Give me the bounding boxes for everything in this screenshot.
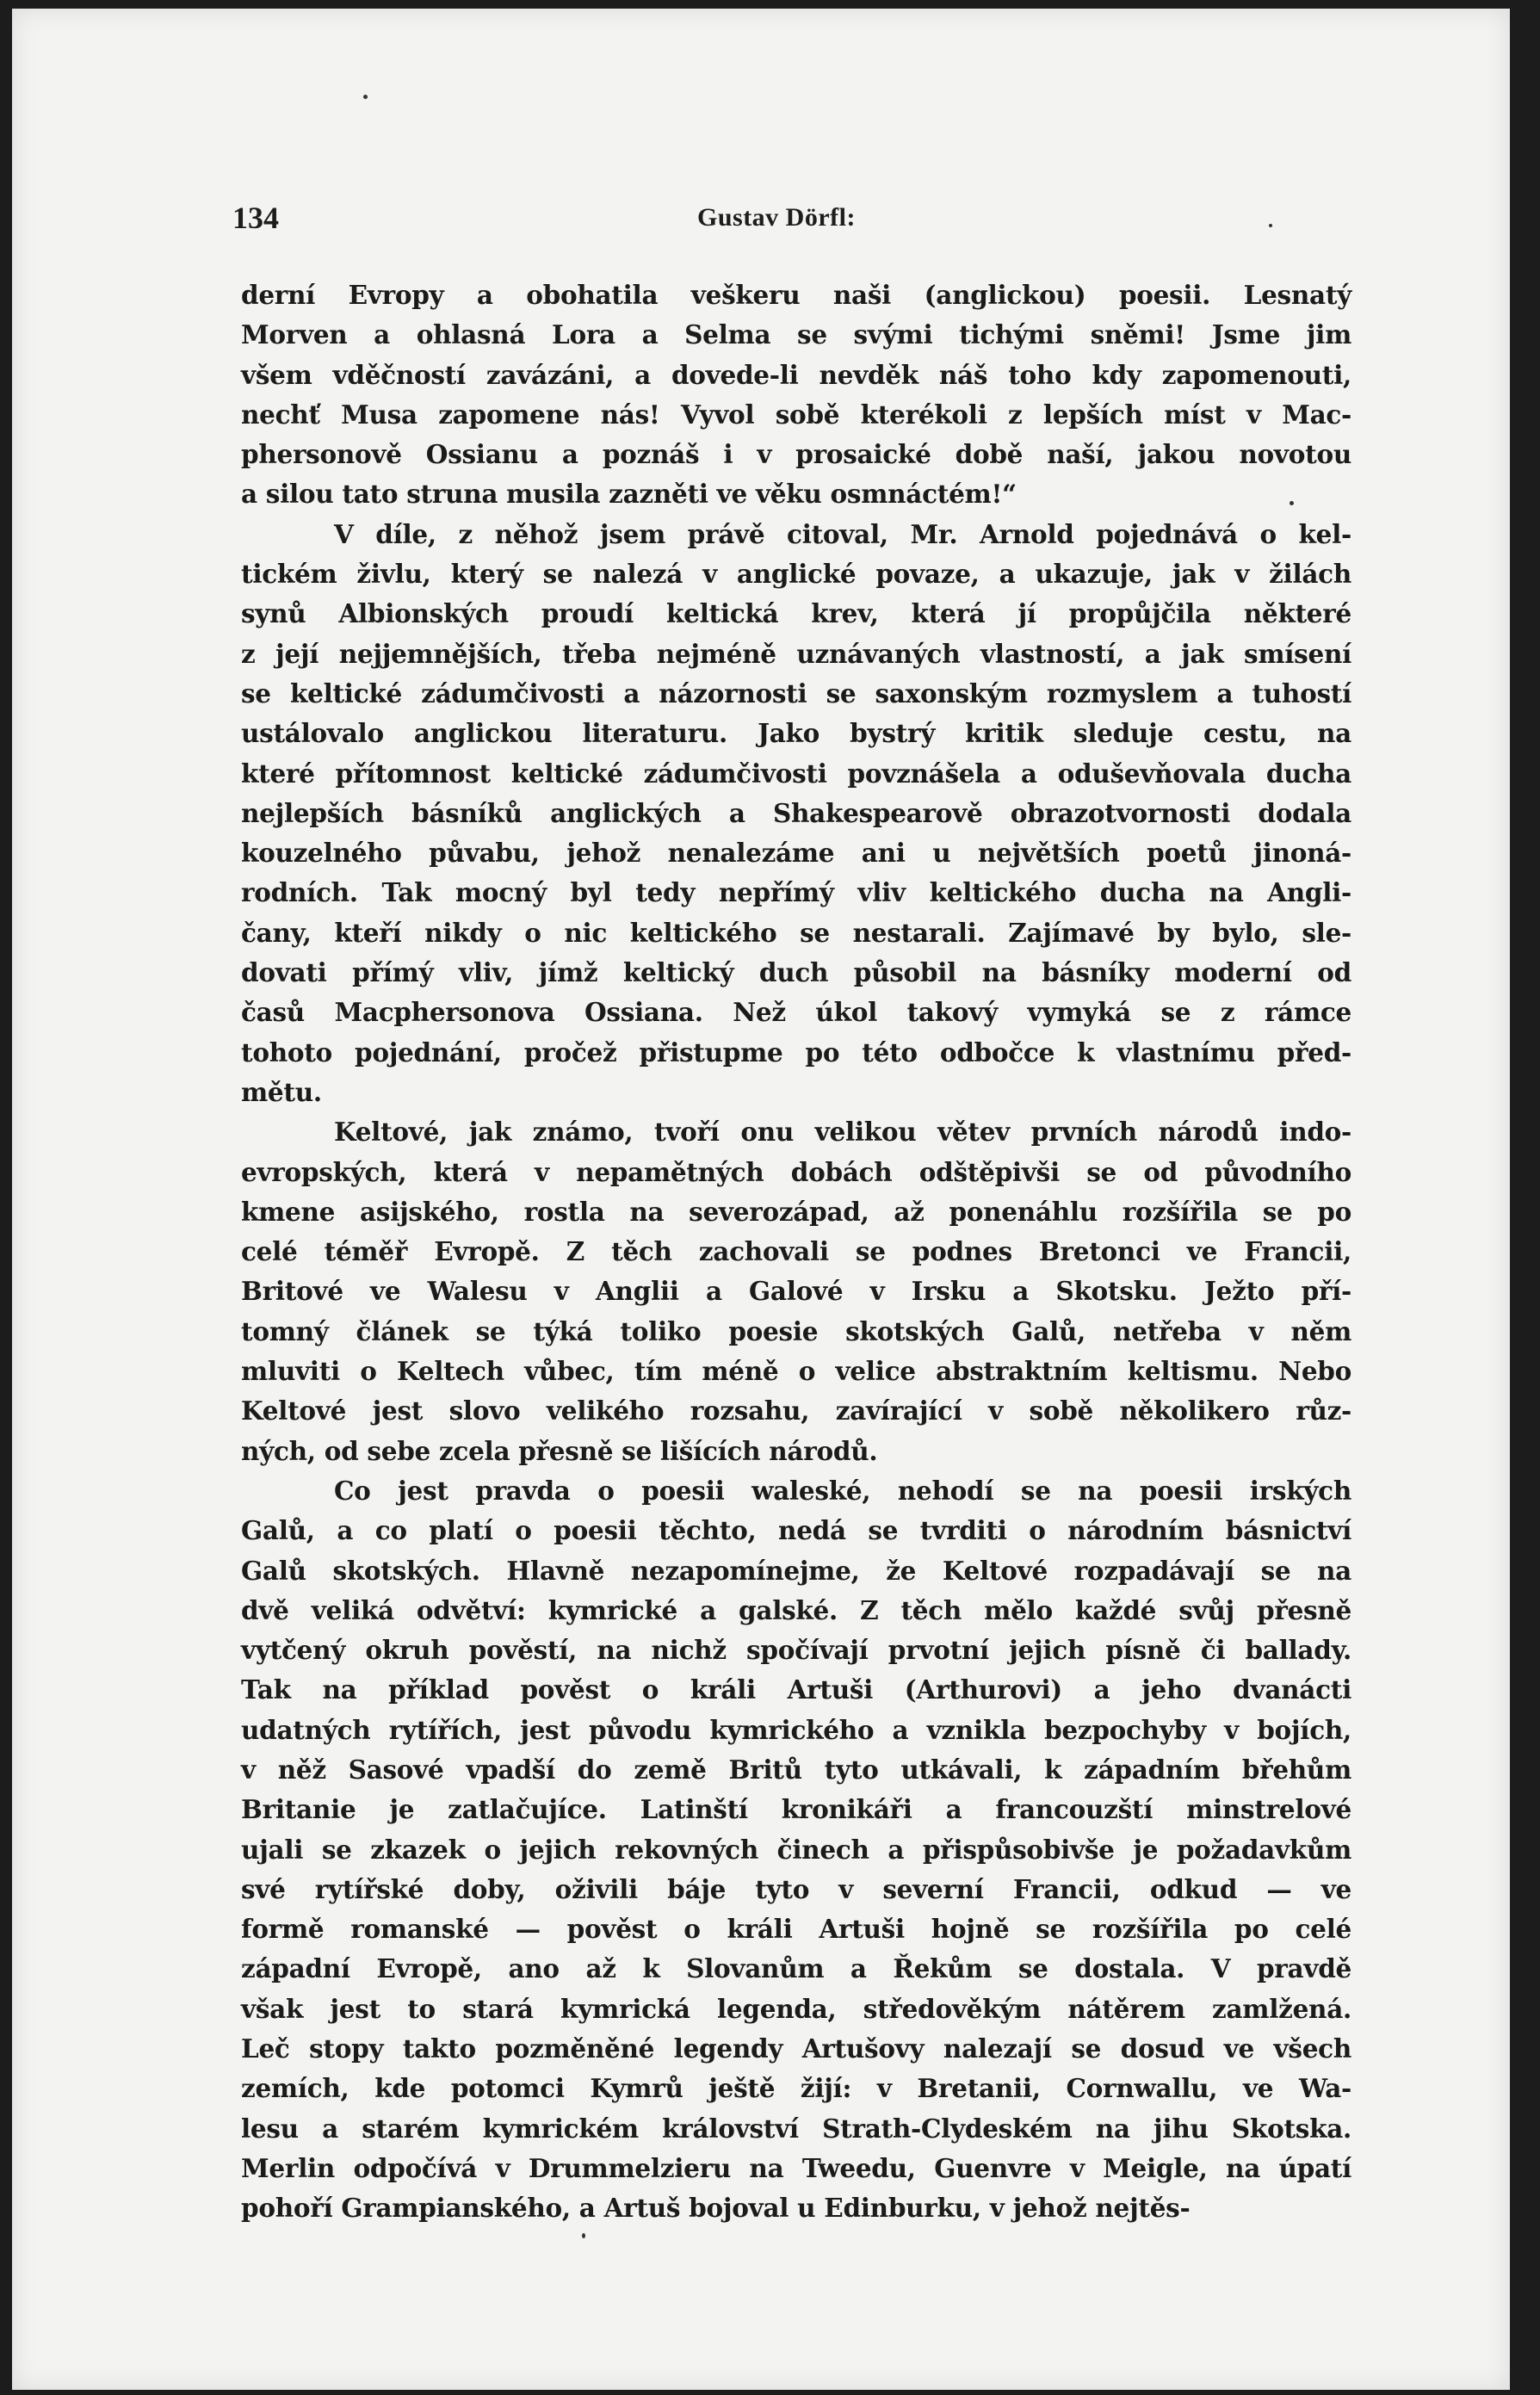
text-line: ustálovalo anglickou literaturu. Jako bystrý kritik sleduje cestu, na	[241, 718, 1351, 749]
text-line: dvě veliká odvětví: kymrické a galské. Z těch mělo každé svůj přesně	[241, 1594, 1351, 1625]
text-line: dovati přímý vliv, jímž keltický duch působil na básníky moderní od	[241, 957, 1351, 988]
paragraph	[241, 1471, 1351, 2229]
text-line: V díle, z něhož jsem právě citoval, Mr. Arnold pojednává o kel-	[334, 518, 1351, 549]
text-line: však jest to stará kymrická legenda, středověkým nátěrem zamlžená.	[241, 1993, 1351, 2024]
text-line: udatných rytířích, jest původu kymrického a vznikla bezpochyby v bojích,	[241, 1714, 1351, 1745]
text-line: Tak na příklad pověst o králi Artuši (Arthurovi) a jeho dvanácti	[241, 1674, 1351, 1705]
text-line: mluviti o Keltech vůbec, tím méně o velice abstraktním keltismu. Nebo	[241, 1356, 1351, 1387]
text-line: nejlepších básníků anglických a Shakespearově obrazotvornosti dodala	[241, 797, 1351, 828]
text-line: západní Evropě, ano až k Slovanům a Řekům se dostala. V pravdě	[241, 1953, 1351, 1984]
text-line: synů Albionských proudí keltická krev, která jí propůjčila některé	[241, 598, 1351, 629]
page-number: 134	[232, 201, 279, 235]
text-line: Galů, a co platí o poesii těchto, nedá se tvrditi o národním básnictví	[241, 1515, 1351, 1546]
text-line: se keltické zádumčivosti a názornosti se saxonským rozmyslem a tuhostí	[241, 678, 1351, 709]
text-line: formě romanské — pověst o králi Artuši hojně se rozšířila po celé	[241, 1914, 1351, 1945]
running-title: Gustav Dörfl:	[697, 203, 856, 232]
text-line: z její nejjemnějších, třeba nejméně uznávaných vlastností, a jak smísení	[241, 638, 1351, 669]
text-line: Merlin odpočívá v Drummelzieru na Tweedu, Guenvre v Meigle, na úpatí	[241, 2152, 1351, 2183]
text-line: Keltové, jak známo, tvoří onu velikou větev prvních národů indo-	[334, 1117, 1351, 1148]
text-line: lesu a starém kymrickém království Strath-Clydeském na jihu Skotska.	[241, 2113, 1351, 2144]
text-line: pohoří Grampianského, a Artuš bojoval u Edinburku, v jehož nejtěs-	[241, 2193, 1191, 2224]
text-line: vytčený okruh pověstí, na nichž spočívají prvotní jejich písně či ballady.	[241, 1635, 1351, 1666]
text-line: tomný článek se týká toliko poesie skotských Galů, netřeba v něm	[241, 1315, 1351, 1346]
text-line: Morven a ohlasná Lora a Selma se svými tichými sněmi! Jsme jim	[241, 319, 1351, 350]
text-line: tickém živlu, který se nalezá v anglické povaze, a ukazuje, jak v žilách	[241, 559, 1351, 590]
text-line: své rytířské doby, oživili báje tyto v severní Francii, odkud — ve	[241, 1873, 1351, 1904]
dust-speck	[582, 2233, 585, 2238]
text-line: derní Evropy a obohatila veškeru naši (anglickou) poesii. Lesnatý	[241, 280, 1351, 310]
dust-speck	[1269, 224, 1272, 227]
text-line: Galů skotských. Hlavně nezapomínejme, že Keltové rozpadávají se na	[241, 1555, 1351, 1586]
text-line: časů Macphersonova Ossiana. Než úkol takový vymyká se z rámce	[241, 997, 1351, 1028]
text-line: čany, kteří nikdy o nic keltického se nestarali. Zajímavé by bylo, sle-	[241, 917, 1351, 948]
text-line: které přítomnost keltické zádumčivosti povznášela a oduševňovala ducha	[241, 758, 1351, 789]
text-line: mětu.	[241, 1076, 322, 1107]
text-line: Leč stopy takto pozměněné legendy Artušovy nalezají se dosud ve všech	[241, 2033, 1351, 2064]
text-line: a silou tato struna musila zazněti ve věku osmnáctém!“	[241, 479, 1017, 510]
paragraph	[241, 515, 1351, 1112]
text-line: Co jest pravda o poesii waleské, nehodí se na poesii irských	[334, 1475, 1351, 1506]
body-text	[241, 275, 1351, 2229]
text-line: tohoto pojednání, pročež přistupme po této odbočce k vlastnímu před-	[241, 1037, 1351, 1068]
text-line: ných, od sebe zcela přesně se lišících národů.	[241, 1435, 878, 1466]
text-line: evropských, která v nepamětných dobách odštěpivši se od původního	[241, 1156, 1351, 1187]
paragraph	[241, 275, 1351, 515]
text-line: rodních. Tak mocný byl tedy nepřímý vliv keltického ducha na Angli-	[241, 877, 1351, 908]
text-line: phersonově Ossianu a poznáš i v prosaické době naší, jakou novotou	[241, 439, 1351, 470]
text-line: celé téměř Evropě. Z těch zachovali se podnes Bretonci ve Francii,	[241, 1236, 1351, 1267]
text-line: Britanie je zatlačujíce. Latinští kronikáři a francouzští minstrelové	[241, 1794, 1351, 1825]
text-line: zemích, kde potomci Kymrů ještě žijí: v Bretanii, Cornwallu, ve Wa-	[241, 2073, 1351, 2104]
text-line: v něž Sasové vpadší do země Britů tyto utkávali, k západním břehům	[241, 1754, 1351, 1785]
dust-speck	[363, 95, 368, 99]
text-line: kouzelného půvabu, jehož nenalezáme ani u největších poetů jinoná-	[241, 838, 1351, 869]
text-line: všem vděčností zavázáni, a dovede-li nevděk náš toho kdy zapomenouti,	[241, 359, 1351, 390]
text-line: ujali se zkazek o jejich rekovných činech a přispůsobivše je požadavkům	[241, 1834, 1351, 1865]
paragraph	[241, 1112, 1351, 1471]
text-line: Britové ve Walesu v Anglii a Galové v Irsku a Skotsku. Ježto pří-	[241, 1276, 1351, 1307]
text-line: nechť Musa zapomene nás! Vyvol sobě kterékoli z lepších míst v Mac-	[241, 399, 1351, 430]
text-line: Keltové jest slovo velikého rozsahu, zavírající v sobě několikero růz-	[241, 1396, 1351, 1426]
text-line: kmene asijského, rostla na severozápad, až ponenáhlu rozšířila se po	[241, 1196, 1351, 1227]
